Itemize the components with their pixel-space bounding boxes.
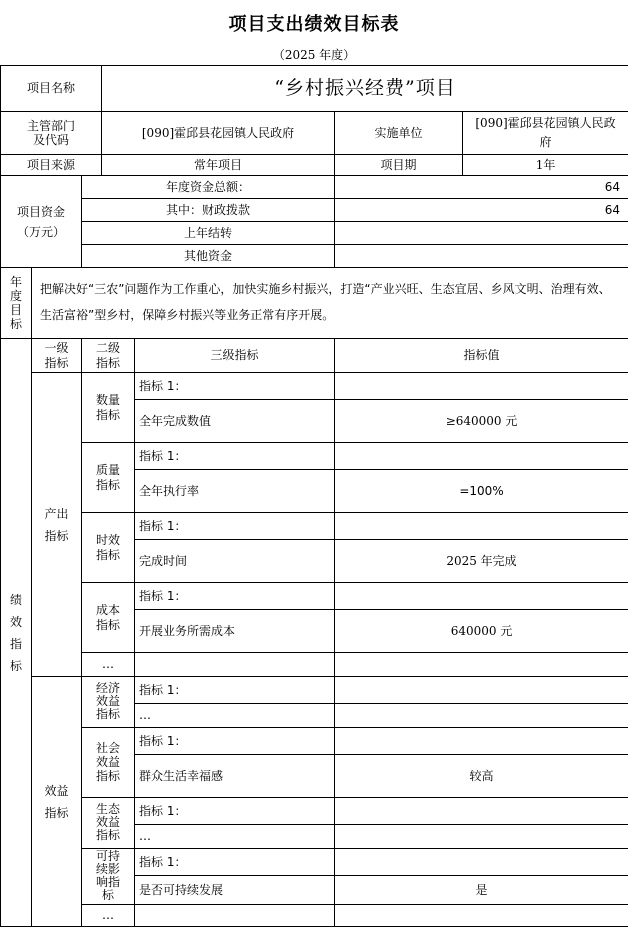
output-label-text: 产出指标 [44,506,69,543]
goal-text: 把解决好“三农”问题作为工作重心，加快实施乡村振兴，打造“产业兴旺、生态宜居、乡风文明、治理有效、生活富裕”型乡村，保障乡村振兴等业务正常有序开展。 [32,268,628,339]
goal-label-text: 年度目标 [9,274,22,331]
econ-label-text: 经济效益指标 [95,681,120,721]
quantity-label-text: 数量指标 [95,392,120,422]
sustain-idx-value [335,849,628,876]
social-value: 较高 [335,755,628,798]
project-name-label: 项目名称 [1,66,102,112]
page-title: 项目支出绩效目标表 [228,14,400,35]
eco-label-text: 生态效益指标 [95,802,120,842]
period-value: 1年 [463,155,628,176]
social-label-text: 社会效益指标 [95,741,120,783]
source-value: 常年项目 [102,155,335,176]
sustain-label [82,849,135,905]
impl-value-text: [090]霍邱县花园镇人民政府 [475,116,616,149]
col-level3: 三级指标 [135,339,335,373]
benefit-ellipsis-value [335,905,628,927]
funds-carryover-label: 上年结转 [82,222,335,245]
econ-label [82,677,135,728]
cost-name: 开展业务所需成本 [135,610,335,653]
funds-total-label: 年度资金总额： [82,176,335,199]
impl-label: 实施单位 [335,112,463,155]
dept-label [1,112,102,155]
quantity-idx-value [335,373,628,400]
sustain-idx: 指标 1： [135,849,335,876]
eco-idx-value [335,798,628,825]
project-name-value: “乡村振兴经费”项目 [102,66,628,112]
indicators-section-text: 绩效指标 [9,592,22,673]
cost-label [82,583,135,653]
social-idx-value [335,728,628,755]
quality-idx: 指标 1： [135,443,335,470]
funds-label-text: 项目资金（万元） [16,204,65,239]
benefit-label [32,677,82,927]
econ-idx: 指标 1： [135,677,335,704]
source-label: 项目来源 [1,155,102,176]
col-level2-text: 二级指标 [95,340,120,370]
social-name: 群众生活幸福感 [135,755,335,798]
period-label: 项目期 [335,155,463,176]
benefit-ellipsis-l3 [135,905,335,927]
eco-idx: 指标 1： [135,798,335,825]
funds-other-label: 其他资金 [82,245,335,268]
quality-label [82,443,135,513]
performance-target-table [0,65,628,927]
col-value: 指标值 [335,339,628,373]
indicators-section-label [1,339,32,927]
quality-value: =100% [335,470,628,513]
benefit-ellipsis: … [82,905,135,927]
quantity-name: 全年完成数值 [135,400,335,443]
eco-ellipsis: … [135,825,335,849]
time-name: 完成时间 [135,540,335,583]
output-ellipsis-l3 [135,653,335,677]
cost-idx: 指标 1： [135,583,335,610]
eco-label [82,798,135,849]
quantity-value: ≥640000 元 [335,400,628,443]
funds-carryover-value [335,222,628,245]
goal-label [1,268,32,339]
sustain-value: 是 [335,876,628,905]
dept-value: [090]霍邱县花园镇人民政府 [102,112,335,155]
cost-idx-value [335,583,628,610]
time-idx: 指标 1： [135,513,335,540]
funds-fiscal-value: 64 [335,199,628,222]
funds-other-value [335,245,628,268]
quality-idx-value [335,443,628,470]
sustain-name: 是否可持续发展 [135,876,335,905]
col-level2 [82,339,135,373]
quality-name: 全年执行率 [135,470,335,513]
dept-label-text: 主管部门及代码 [26,118,75,147]
funds-fiscal-label: 其中：财政拨款 [82,199,335,222]
col-level1-text: 一级指标 [44,340,69,370]
year-label: （2025 年度） [272,48,356,62]
funds-total-value: 64 [335,176,628,199]
time-label [82,513,135,583]
impl-value [463,112,628,155]
time-label-text: 时效指标 [95,532,120,562]
funds-label [1,176,82,268]
time-value: 2025 年完成 [335,540,628,583]
output-ellipsis-value [335,653,628,677]
econ-ellipsis-value [335,704,628,728]
quantity-label [82,373,135,443]
cost-value: 640000 元 [335,610,628,653]
econ-idx-value [335,677,628,704]
quantity-idx: 指标 1： [135,373,335,400]
social-label [82,728,135,798]
output-ellipsis: … [82,653,135,677]
econ-ellipsis: … [135,704,335,728]
benefit-label-text: 效益指标 [44,783,69,820]
eco-ellipsis-value [335,825,628,849]
social-idx: 指标 1： [135,728,335,755]
quality-label-text: 质量指标 [95,462,120,492]
output-label [32,373,82,677]
col-level1 [32,339,82,373]
sustain-label-text: 可持续影响指标 [95,849,120,902]
cost-label-text: 成本指标 [95,602,120,632]
time-idx-value [335,513,628,540]
